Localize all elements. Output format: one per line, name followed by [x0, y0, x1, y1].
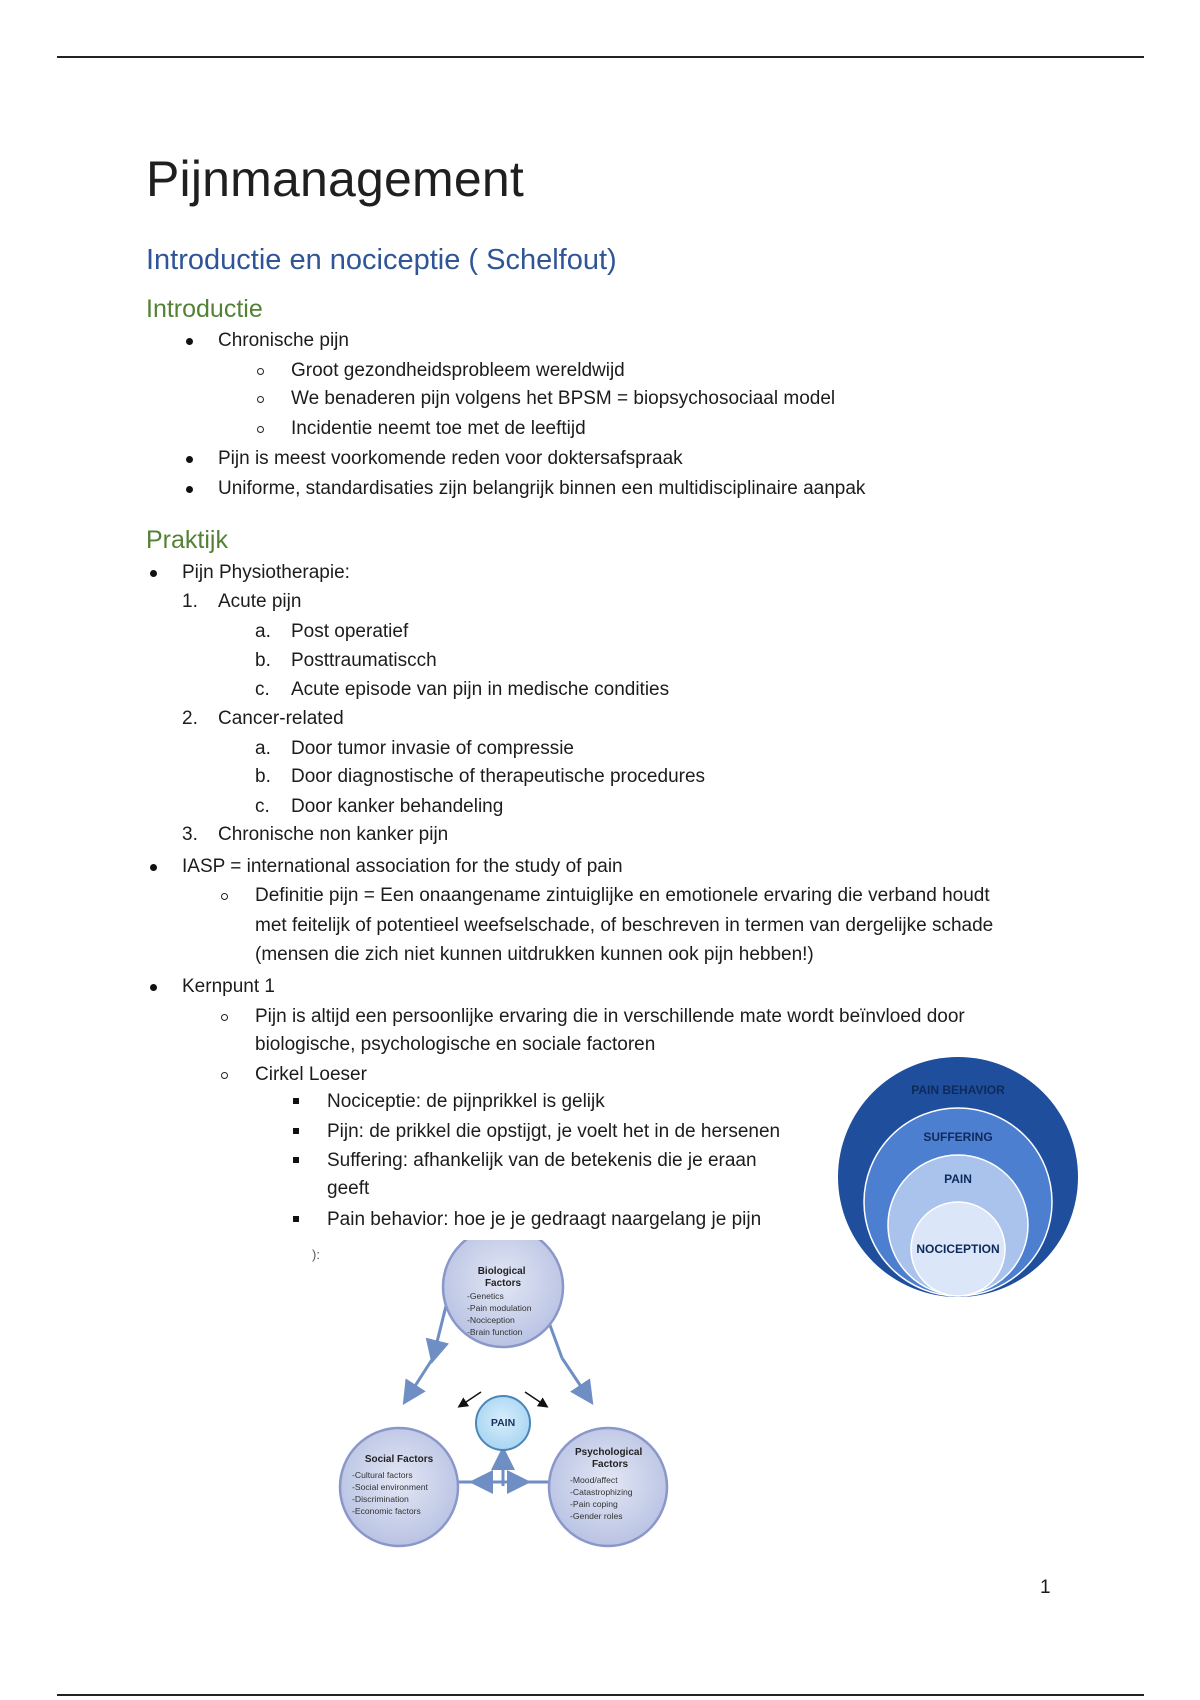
psychological-item: -Catastrophizing	[570, 1487, 633, 1497]
section-heading: Introductie en nociceptie ( Schelfout)	[146, 244, 617, 276]
bullet	[186, 486, 193, 493]
list-item: Pijn is altijd een persoonlijke ervaring die in verschillende mate wordt beïnvloed door	[255, 1006, 965, 1027]
list-item: We benaderen pijn volgens het BPSM = biopsychosociaal model	[291, 388, 836, 409]
biological-item: -Genetics	[467, 1291, 504, 1301]
page-number: 1	[1040, 1577, 1051, 1598]
list-item: biologische, psychologische en sociale factoren	[255, 1034, 656, 1055]
social-title: Social Factors	[364, 1454, 434, 1465]
square-bullet	[293, 1128, 299, 1134]
definition-line: Definitie pijn = Een onaangename zintuiglijke en emotionele ervaring die verband houdt	[255, 885, 990, 906]
list-number: 3.	[182, 824, 198, 845]
definition-line: met feitelijk of potentieel weefselschade, of beschreven in termen van dergelijke schade	[255, 915, 994, 936]
list-item: Pijn is meest voorkomende reden voor doktersafspraak	[218, 448, 683, 469]
pain-center-label: PAIN	[490, 1417, 516, 1429]
subsection-heading-introductie: Introductie	[146, 295, 263, 323]
biological-title: Biological	[477, 1266, 526, 1277]
list-item: Suffering: afhankelijk van de betekenis die je eraan	[327, 1150, 757, 1171]
list-item: Incidentie neemt toe met de leeftijd	[291, 418, 586, 439]
list-item: Pain behavior: hoe je je gedraagt naargelang je pijn	[327, 1209, 762, 1230]
label-nociception: NOCICEPTION	[916, 1242, 1000, 1256]
biological-title: Factors	[484, 1278, 522, 1289]
list-item: Acute pijn	[218, 591, 302, 612]
svg-text:Biological Factors	[478, 1266, 529, 1289]
loeser-circle-diagram	[836, 1055, 1081, 1300]
list-number: 1.	[182, 591, 198, 612]
sub-bullet	[257, 368, 264, 375]
list-letter: c.	[255, 796, 270, 817]
psychological-title: Factors	[591, 1459, 629, 1470]
sub-bullet	[221, 893, 228, 900]
list-item: Door diagnostische of therapeutische procedures	[291, 766, 706, 787]
list-letter: b.	[255, 650, 271, 671]
list-item: IASP = international association for the study of pain	[182, 856, 623, 877]
list-item: Post operatief	[291, 621, 409, 642]
bullet	[186, 456, 193, 463]
psychological-item: -Gender roles	[570, 1511, 623, 1521]
subsection-heading-praktijk: Praktijk	[146, 526, 228, 554]
sub-bullet	[221, 1014, 228, 1021]
list-item: Cancer-related	[218, 708, 344, 729]
list-item: Cirkel Loeser	[255, 1064, 367, 1085]
list-item: Door kanker behandeling	[291, 796, 504, 817]
list-item: Chronische pijn	[218, 330, 349, 351]
sub-bullet	[221, 1072, 228, 1079]
social-item: -Discrimination	[352, 1494, 409, 1504]
list-item: Kernpunt 1	[182, 976, 275, 997]
list-letter: c.	[255, 679, 270, 700]
list-letter: b.	[255, 766, 271, 787]
square-bullet	[293, 1216, 299, 1222]
list-item: Pijn: de prikkel die opstijgt, je voelt het in de hersenen	[327, 1121, 781, 1142]
bullet	[150, 864, 157, 871]
page-title: Pijnmanagement	[146, 151, 525, 207]
list-item: Uniforme, standardisaties zijn belangrijk binnen een multidisciplinaire aanpak	[218, 478, 866, 499]
bullet	[150, 570, 157, 577]
bottom-rule	[57, 1694, 1144, 1696]
label-pain: PAIN	[944, 1172, 972, 1186]
list-item-continuation: geeft	[327, 1178, 370, 1199]
bullet	[186, 338, 193, 345]
psychological-title: Psychological	[574, 1447, 643, 1458]
sub-bullet	[257, 396, 264, 403]
bullet	[150, 984, 157, 991]
list-item: Nociceptie: de pijnprikkel is gelijk	[327, 1091, 605, 1112]
stray-mark: ):	[312, 1247, 320, 1262]
social-item: -Economic factors	[352, 1506, 421, 1516]
square-bullet	[293, 1157, 299, 1163]
biological-item: -Pain modulation	[467, 1303, 532, 1313]
list-item: Posttraumatiscch	[291, 650, 437, 671]
biological-item: -Nociception	[467, 1315, 515, 1325]
definition-line: (mensen die zich niet kunnen uitdrukken kunnen ook pijn hebben!)	[255, 944, 814, 965]
social-item: -Cultural factors	[352, 1470, 413, 1480]
square-bullet	[293, 1098, 299, 1104]
label-suffering: SUFFERING	[923, 1130, 993, 1144]
psychological-item: -Mood/affect	[570, 1475, 618, 1485]
top-rule	[57, 56, 1144, 58]
label-pain-behavior: PAIN BEHAVIOR	[911, 1083, 1005, 1097]
list-letter: a.	[255, 738, 271, 759]
biopsychosocial-diagram	[300, 1240, 700, 1560]
list-item: Chronische non kanker pijn	[218, 824, 449, 845]
sub-bullet	[257, 426, 264, 433]
social-item: -Social environment	[352, 1482, 428, 1492]
list-letter: a.	[255, 621, 271, 642]
list-number: 2.	[182, 708, 198, 729]
list-item: Pijn Physiotherapie:	[182, 562, 350, 583]
list-item: Door tumor invasie of compressie	[291, 738, 574, 759]
psychological-item: -Pain coping	[570, 1499, 618, 1509]
biological-item: -Brain function	[467, 1327, 523, 1337]
list-item: Acute episode van pijn in medische condities	[291, 679, 670, 700]
list-item: Groot gezondheidsprobleem wereldwijd	[291, 360, 625, 381]
